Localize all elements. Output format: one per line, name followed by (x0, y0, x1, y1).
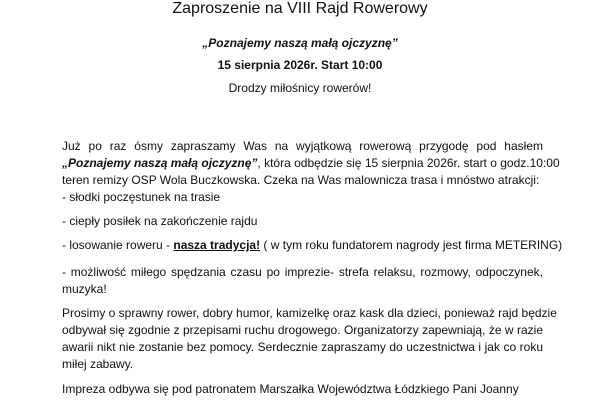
intro-slogan: „Poznajemy naszą małą ojczyznę” (62, 156, 258, 170)
patronage-line: Impreza odbywa się pod patronatem Marszałka Województwa Łódzkiego Pani Joanny (62, 382, 519, 396)
attraction-item-4-line-1: - możliwość miłego spędzania czasu po imprezie- strefa relaksu, rozmowy, odpoczynek, (62, 265, 543, 279)
intro-line-2 (62, 155, 560, 172)
attraction-item-3-suffix: ( w tym roku fundatorem nagrody jest firma METERING) (260, 238, 563, 252)
intro-line-3: teren remizy OSP Wola Buczkowska. Czeka na Was malownicza trasa i mnóstwo atrakcji: (62, 173, 540, 187)
closing-line-3: awarii nikt nie zostanie bez pomocy. Serdecznie zapraszamy do uczestnictwa i jak co roku (62, 340, 543, 354)
closing-line-1: Prosimy o sprawny rower, dobry humor, kamizelkę oraz kask dla dzieci, ponieważ rajd będzie (62, 306, 557, 320)
attraction-item-4 (62, 264, 543, 298)
attraction-item-4-line-2: muzyka! (62, 282, 107, 296)
attraction-item-2: - ciepły posiłek na zakończenie rajdu (62, 214, 258, 228)
intro-line-2-rest: , która odbędzie się 15 sierpnia 2026r. start o godz.10:00 (257, 156, 560, 170)
closing-line-2: odbywał się zgodnie z przepisami ruchu drogowego. Organizatorzy zapewniają, że w razie (62, 323, 543, 337)
greeting: Drodzy miłośnicy rowerów! (228, 81, 372, 95)
attraction-item-1: - słodki poczęstunek na trasie (62, 190, 221, 204)
event-slogan: „Poznajemy naszą małą ojczyznę” (202, 36, 398, 50)
attraction-item-3-prefix: - losowanie roweru - (62, 238, 174, 252)
attraction-item-3 (62, 237, 563, 254)
closing-paragraph (62, 305, 557, 373)
event-date: 15 sierpnia 2026r. Start 10:00 (217, 58, 383, 72)
intro-paragraph (62, 138, 560, 189)
tradition-highlight: nasza tradycja! (173, 238, 261, 252)
intro-line-1: Już po raz ósmy zapraszamy Was na wyjątkową rowerową przygodę pod hasłem (62, 139, 543, 153)
page-title: Zaproszenie na VIII Rajd Rowerowy (172, 0, 428, 17)
closing-line-4: miłej zabawy. (62, 357, 134, 371)
